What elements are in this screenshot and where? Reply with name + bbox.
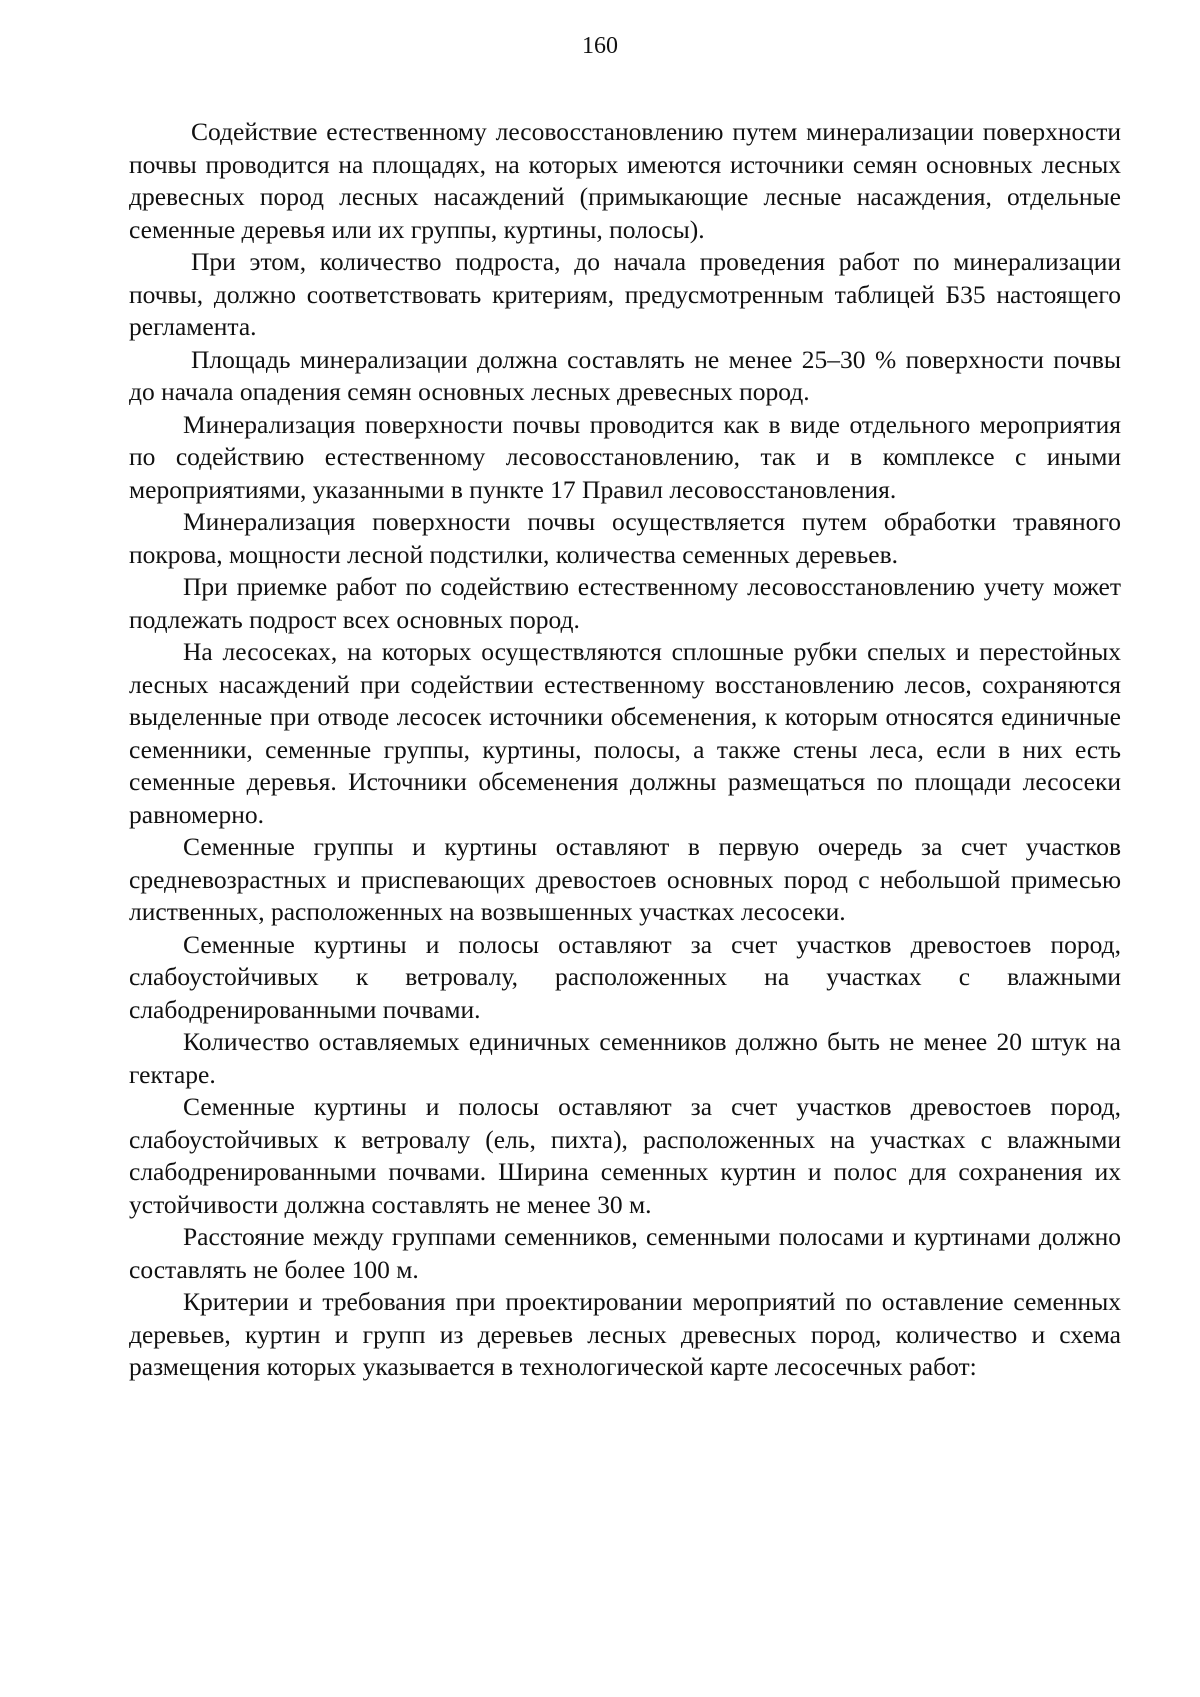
paragraph: Расстояние между группами семенников, семенными полосами и куртинами должно составлять не более 100 м. [129,1222,1121,1284]
paragraph: Критерии и требования при проектировании мероприятий по оставление семенных деревьев, куртин и групп из деревьев лесных древесных пород, количество и схема размещения которых указывается в технологической карте лесосечных работ: [129,1287,1121,1381]
paragraph: При приемке работ по содействию естественному лесовосстановлению учету может подлежать подрост всех основных пород. [129,572,1121,634]
paragraph: Площадь минерализации должна составлять не менее 25–30 % поверхности почвы до начала опадения семян основных лесных древесных пород. [129,344,1121,406]
page-number: 160 [582,33,618,59]
paragraph: Количество оставляемых единичных семенников должно быть не менее 20 штук на гектаре. [129,1027,1121,1089]
paragraph: На лесосеках, на которых осуществляются сплошные рубки спелых и перестойных лесных насаждений при содействии естественному восстановлению лесов, сохраняются выделенные при отводе лесосек источники обсеменения, к которым относятся единичные семенники, семенные группы, куртины, полосы, а также стены леса, если в них есть семенные деревья. Источники обсеменения должны размещаться по площади лесосеки равномерно. [129,637,1121,829]
paragraph: Содействие естественному лесовосстановлению путем минерализации поверхности почвы проводится на площадях, на которых имеются источники семян основных лесных древесных пород лесных насаждений (примыкающие лесные насаждения, отдельные семенные деревья или их группы, куртины, полосы). [129,117,1121,244]
paragraph: Семенные группы и куртины оставляют в первую очередь за счет участков средневозрастных и приспевающих древостоев основных пород с небольшой примесью лиственных, расположенных на возвышенных участках лесосеки. [129,832,1121,926]
paragraph: Семенные куртины и полосы оставляют за счет участков древостоев пород, слабоустойчивых к ветровалу (ель, пихта), расположенных на участках с влажными слабодренированными почвами. Ширина семенных куртин и полос для сохранения их устойчивости должна составлять не менее 30 м. [129,1092,1121,1219]
paragraph: При этом, количество подроста, до начала проведения работ по минерализации почвы, должно соответствовать критериям, предусмотренным таблицей Б35 настоящего регламента. [129,247,1121,341]
document-body [129,116,1121,1384]
paragraph: Минерализация поверхности почвы осуществляется путем обработки травяного покрова, мощности лесной подстилки, количества семенных деревьев. [129,507,1121,569]
paragraph: Минерализация поверхности почвы проводится как в виде отдельного мероприятия по содействию естественному лесовосстановлению, так и в комплексе с иными мероприятиями, указанными в пункте 17 Правил лесовосстановления. [129,409,1121,504]
paragraph: Семенные куртины и полосы оставляют за счет участков древостоев пород, слабоустойчивых к ветровалу, расположенных на участках с влажными слабодренированными почвами. [129,929,1121,1024]
